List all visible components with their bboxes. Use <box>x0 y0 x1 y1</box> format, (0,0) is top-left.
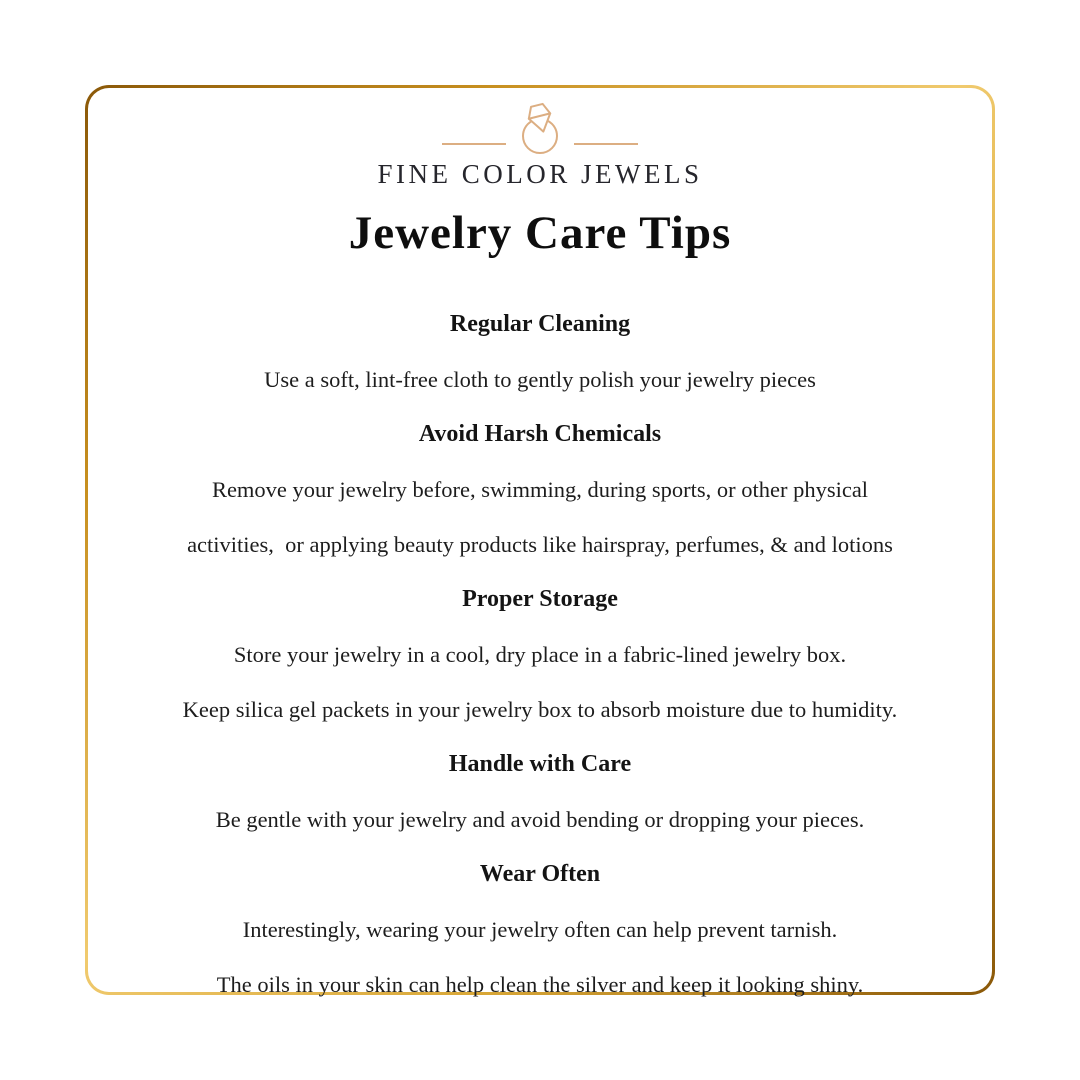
logo-left-rule <box>442 143 506 145</box>
tip-line: activities, or applying beauty products like hairspray, perfumes, & and lotions <box>187 532 893 558</box>
brand-name: FINE COLOR JEWELS <box>377 159 703 189</box>
logo-mark <box>442 96 638 158</box>
tip-section <box>110 297 970 407</box>
tip-heading: Handle with Care <box>448 751 632 778</box>
tip-line: The oils in your skin can help clean the silver and keep it looking shiny. <box>216 972 864 998</box>
tip-section <box>110 737 970 847</box>
tip-line: Store your jewelry in a cool, dry place in a fabric-lined jewelry box. <box>233 642 847 668</box>
tip-section <box>110 407 970 572</box>
tip-section <box>110 847 970 1012</box>
tip-line: Keep silica gel packets in your jewelry box to absorb moisture due to humidity. <box>182 697 898 723</box>
content-card <box>88 88 992 998</box>
tip-line: Remove your jewelry before, swimming, during sports, or other physical <box>211 477 869 503</box>
tip-heading: Proper Storage <box>462 586 618 613</box>
gold-border-frame <box>85 85 995 998</box>
tip-line: Be gentle with your jewelry and avoid bending or dropping your pieces. <box>215 807 865 833</box>
page-title: Jewelry Care Tips <box>348 207 732 259</box>
tip-line: Use a soft, lint-free cloth to gently polish your jewelry pieces <box>264 367 816 393</box>
logo-right-rule <box>574 143 638 145</box>
tip-heading: Wear Often <box>479 861 601 888</box>
tip-heading: Avoid Harsh Chemicals <box>418 421 662 448</box>
tip-heading: Regular Cleaning <box>449 311 631 338</box>
tip-line: Interestingly, wearing your jewelry often can help prevent tarnish. <box>242 917 838 943</box>
diamond-ring-icon <box>510 96 570 158</box>
brand-logo <box>378 96 703 190</box>
tip-section <box>110 572 970 737</box>
tips-list <box>110 297 970 1012</box>
